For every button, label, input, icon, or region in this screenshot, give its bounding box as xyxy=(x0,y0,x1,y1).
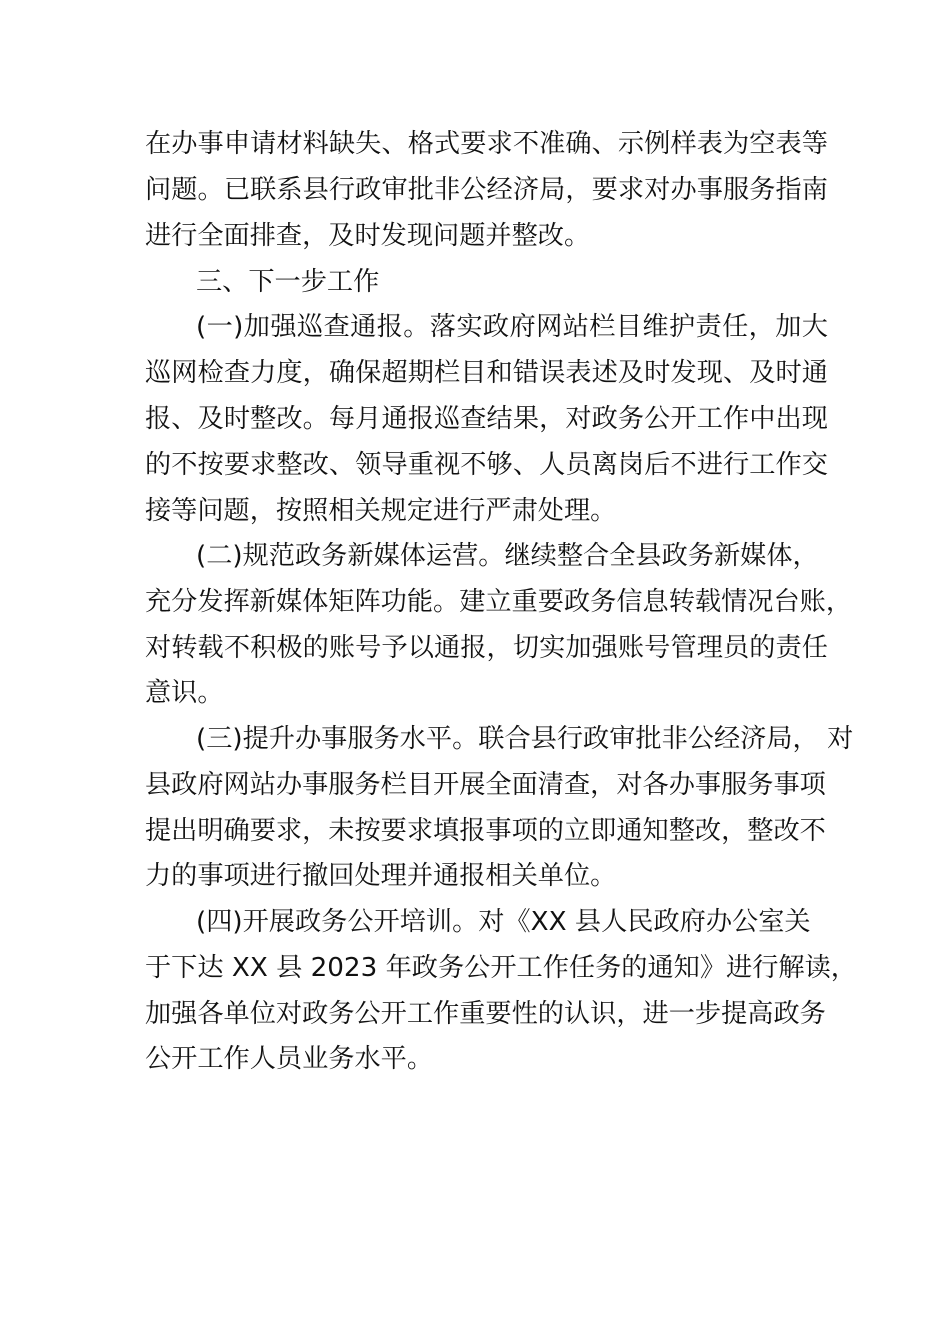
paragraph-line: 县政府网站办事服务栏目开展全面清查，对各办事服务事项 xyxy=(145,770,826,800)
section-heading: 三、下一步工作 xyxy=(196,267,380,297)
paragraph-line: (四)开展政务公开培训。对《XX 县人民政府办公室关 xyxy=(196,907,811,937)
paragraph-line: 的不按要求整改、领导重视不够、人员离岗后不进行工作交 xyxy=(145,450,828,480)
paragraph-line: 加强各单位对政务公开工作重要性的认识，进一步提高政务 xyxy=(145,999,826,1029)
paragraph-line: 充分发挥新媒体矩阵功能。建立重要政务信息转载情况台账， xyxy=(145,587,853,617)
paragraph-line: 进行全面排查，及时发现问题并整改。 xyxy=(145,221,591,251)
paragraph-line: (三)提升办事服务水平。联合县行政审批非公经济局， 对 xyxy=(196,724,854,754)
paragraph-line: (一)加强巡查通报。落实政府网站栏目维护责任，加大 xyxy=(196,312,828,342)
paragraph-line: 于下达 XX 县 2023 年政务公开工作任务的通知》进行解读， xyxy=(145,953,857,983)
paragraph-line: 公开工作人员业务水平。 xyxy=(145,1044,434,1074)
paragraph-line: 意识。 xyxy=(145,678,224,708)
paragraph-line: 巡网检查力度，确保超期栏目和错误表述及时发现、及时通 xyxy=(145,358,828,388)
paragraph-line: 提出明确要求，未按要求填报事项的立即通知整改，整改不 xyxy=(145,816,826,846)
paragraph-line: 接等问题，按照相关规定进行严肃处理。 xyxy=(145,496,617,526)
paragraph-line: 报、及时整改。每月通报巡查结果，对政务公开工作中出现 xyxy=(145,404,828,434)
paragraph-line: 力的事项进行撤回处理并通报相关单位。 xyxy=(145,861,617,891)
paragraph-line: 对转载不积极的账号予以通报，切实加强账号管理员的责任 xyxy=(145,633,828,663)
paragraph-line: 问题。已联系县行政审批非公经济局，要求对办事服务指南 xyxy=(145,175,828,205)
paragraph-line: 在办事申请材料缺失、格式要求不准确、示例样表为空表等 xyxy=(145,129,828,159)
paragraph-line: (二)规范政务新媒体运营。继续整合全县政务新媒体， xyxy=(196,541,819,571)
